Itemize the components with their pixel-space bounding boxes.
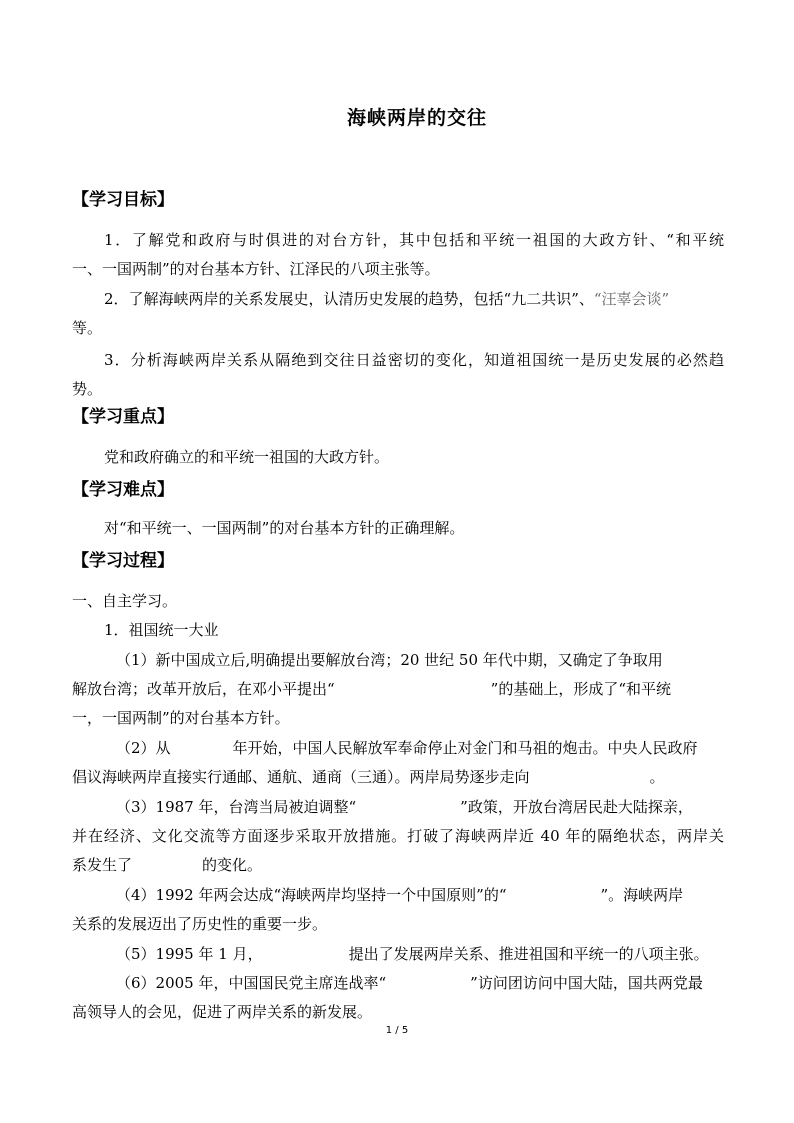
paragraph-3-text-a: （3）1987 年，台湾当局被迫调整“ xyxy=(116,798,357,816)
paragraph-4-line-1 xyxy=(116,884,724,906)
paragraph-1-line-1: （1）新中国成立后,明确提出要解放台湾；20 世纪 50 年代中期，又确定了争取用 xyxy=(116,651,663,669)
paragraph-3-text-d: 的变化。 xyxy=(202,856,263,874)
goal-2-line-1 xyxy=(104,288,724,310)
paragraph-2-text-c: 倡议海峡两岸直接实行通邮、通航、通商（三通）。两岸局势逐步走向 xyxy=(72,768,530,786)
paragraph-5-text-a: （5）1995 年 1 月， xyxy=(116,945,263,963)
goal-1-line-1: 1．了解党和政府与时俱进的对台方针，其中包括和平统一祖国的大政方针、“和平统 xyxy=(104,231,724,249)
paragraph-2-line-1 xyxy=(116,737,724,759)
goal-2-line-2: 等。 xyxy=(72,319,103,337)
paragraph-3-text-b: ”政策，开放台湾居民赴大陆探亲， xyxy=(460,798,693,816)
paragraph-6-line-1 xyxy=(116,972,724,994)
paragraph-4-line-2: 关系的发展迈出了历史性的重要一步。 xyxy=(72,915,328,933)
section-heading-key: 【学习重点】 xyxy=(72,407,174,427)
paragraph-3-line-1 xyxy=(116,796,724,818)
page-title: 海峡两岸的交往 xyxy=(346,107,487,129)
paragraph-2-line-2 xyxy=(72,766,724,788)
paragraph-1-line-2 xyxy=(72,678,724,700)
paragraph-5-text-b: 提出了发展两岸关系、推进祖国和平统一的八项主张。 xyxy=(348,945,709,963)
goal-3-line-2: 势。 xyxy=(72,380,103,398)
paragraph-5-line-1 xyxy=(116,943,724,965)
paragraph-2-text-b: 年开始，中国人民解放军奉命停止对金门和马祖的炮击。中央人民政府 xyxy=(232,739,698,757)
paragraph-2-text-d: 。 xyxy=(649,768,665,786)
paragraph-1-text-b: ”的基础上，形成了“和平统 xyxy=(490,680,672,698)
part-1-heading: 一、自主学习。 xyxy=(72,592,178,610)
section-heading-difficulty: 【学习难点】 xyxy=(72,480,174,500)
paragraph-1-text-a: 解放台湾；改革开放后，在邓小平提出“ xyxy=(72,680,335,698)
paragraph-1-line-3: 一，一国两制”的对台基本方针。 xyxy=(72,709,290,727)
goal-1-line-2: 一、一国两制”的对台基本方针、江泽民的八项主张等。 xyxy=(72,260,440,278)
page-number: 1 / 5 xyxy=(385,1025,409,1036)
goal-2-gray-text: “汪辜会谈” xyxy=(593,290,670,308)
paragraph-6-text-a: （6）2005 年，中国国民党主席连战率“ xyxy=(116,974,387,992)
paragraph-3-text-c: 系发生了 xyxy=(72,856,133,874)
difficulty-text: 对“和平统一、一国两制”的对台基本方针的正确理解。 xyxy=(104,519,465,537)
item-1-heading: 1．祖国统一大业 xyxy=(104,621,219,639)
paragraph-6-text-b: ”访问团访问中国大陆，国共两党最 xyxy=(470,974,703,992)
goal-3-line-1: 3．分析海峡两岸关系从隔绝到交往日益密切的变化，知道祖国统一是历史发展的必然趋 xyxy=(104,351,724,369)
paragraph-2-text-a: （2）从 xyxy=(116,739,171,757)
paragraph-3-line-2: 并在经济、文化交流等方面逐步采取开放措施。打破了海峡两岸近 40 年的隔绝状态，两岸关 xyxy=(72,827,724,845)
paragraph-3-line-3 xyxy=(72,854,724,876)
section-heading-goals: 【学习目标】 xyxy=(72,190,174,210)
paragraph-4-text-b: ”。海峡两岸 xyxy=(600,886,684,904)
goal-2-text: 2．了解海峡两岸的关系发展史，认清历史发展的趋势，包括“九二共识”、 xyxy=(104,290,594,308)
key-point-text: 党和政府确立的和平统一祖国的大政方针。 xyxy=(104,448,390,466)
section-heading-process: 【学习过程】 xyxy=(72,551,174,571)
paragraph-6-line-2: 高领导人的会见，促进了两岸关系的新发展。 xyxy=(72,1003,373,1021)
paragraph-4-text-a: （4）1992 年两会达成“海峡两岸均坚持一个中国原则”的“ xyxy=(116,886,507,904)
